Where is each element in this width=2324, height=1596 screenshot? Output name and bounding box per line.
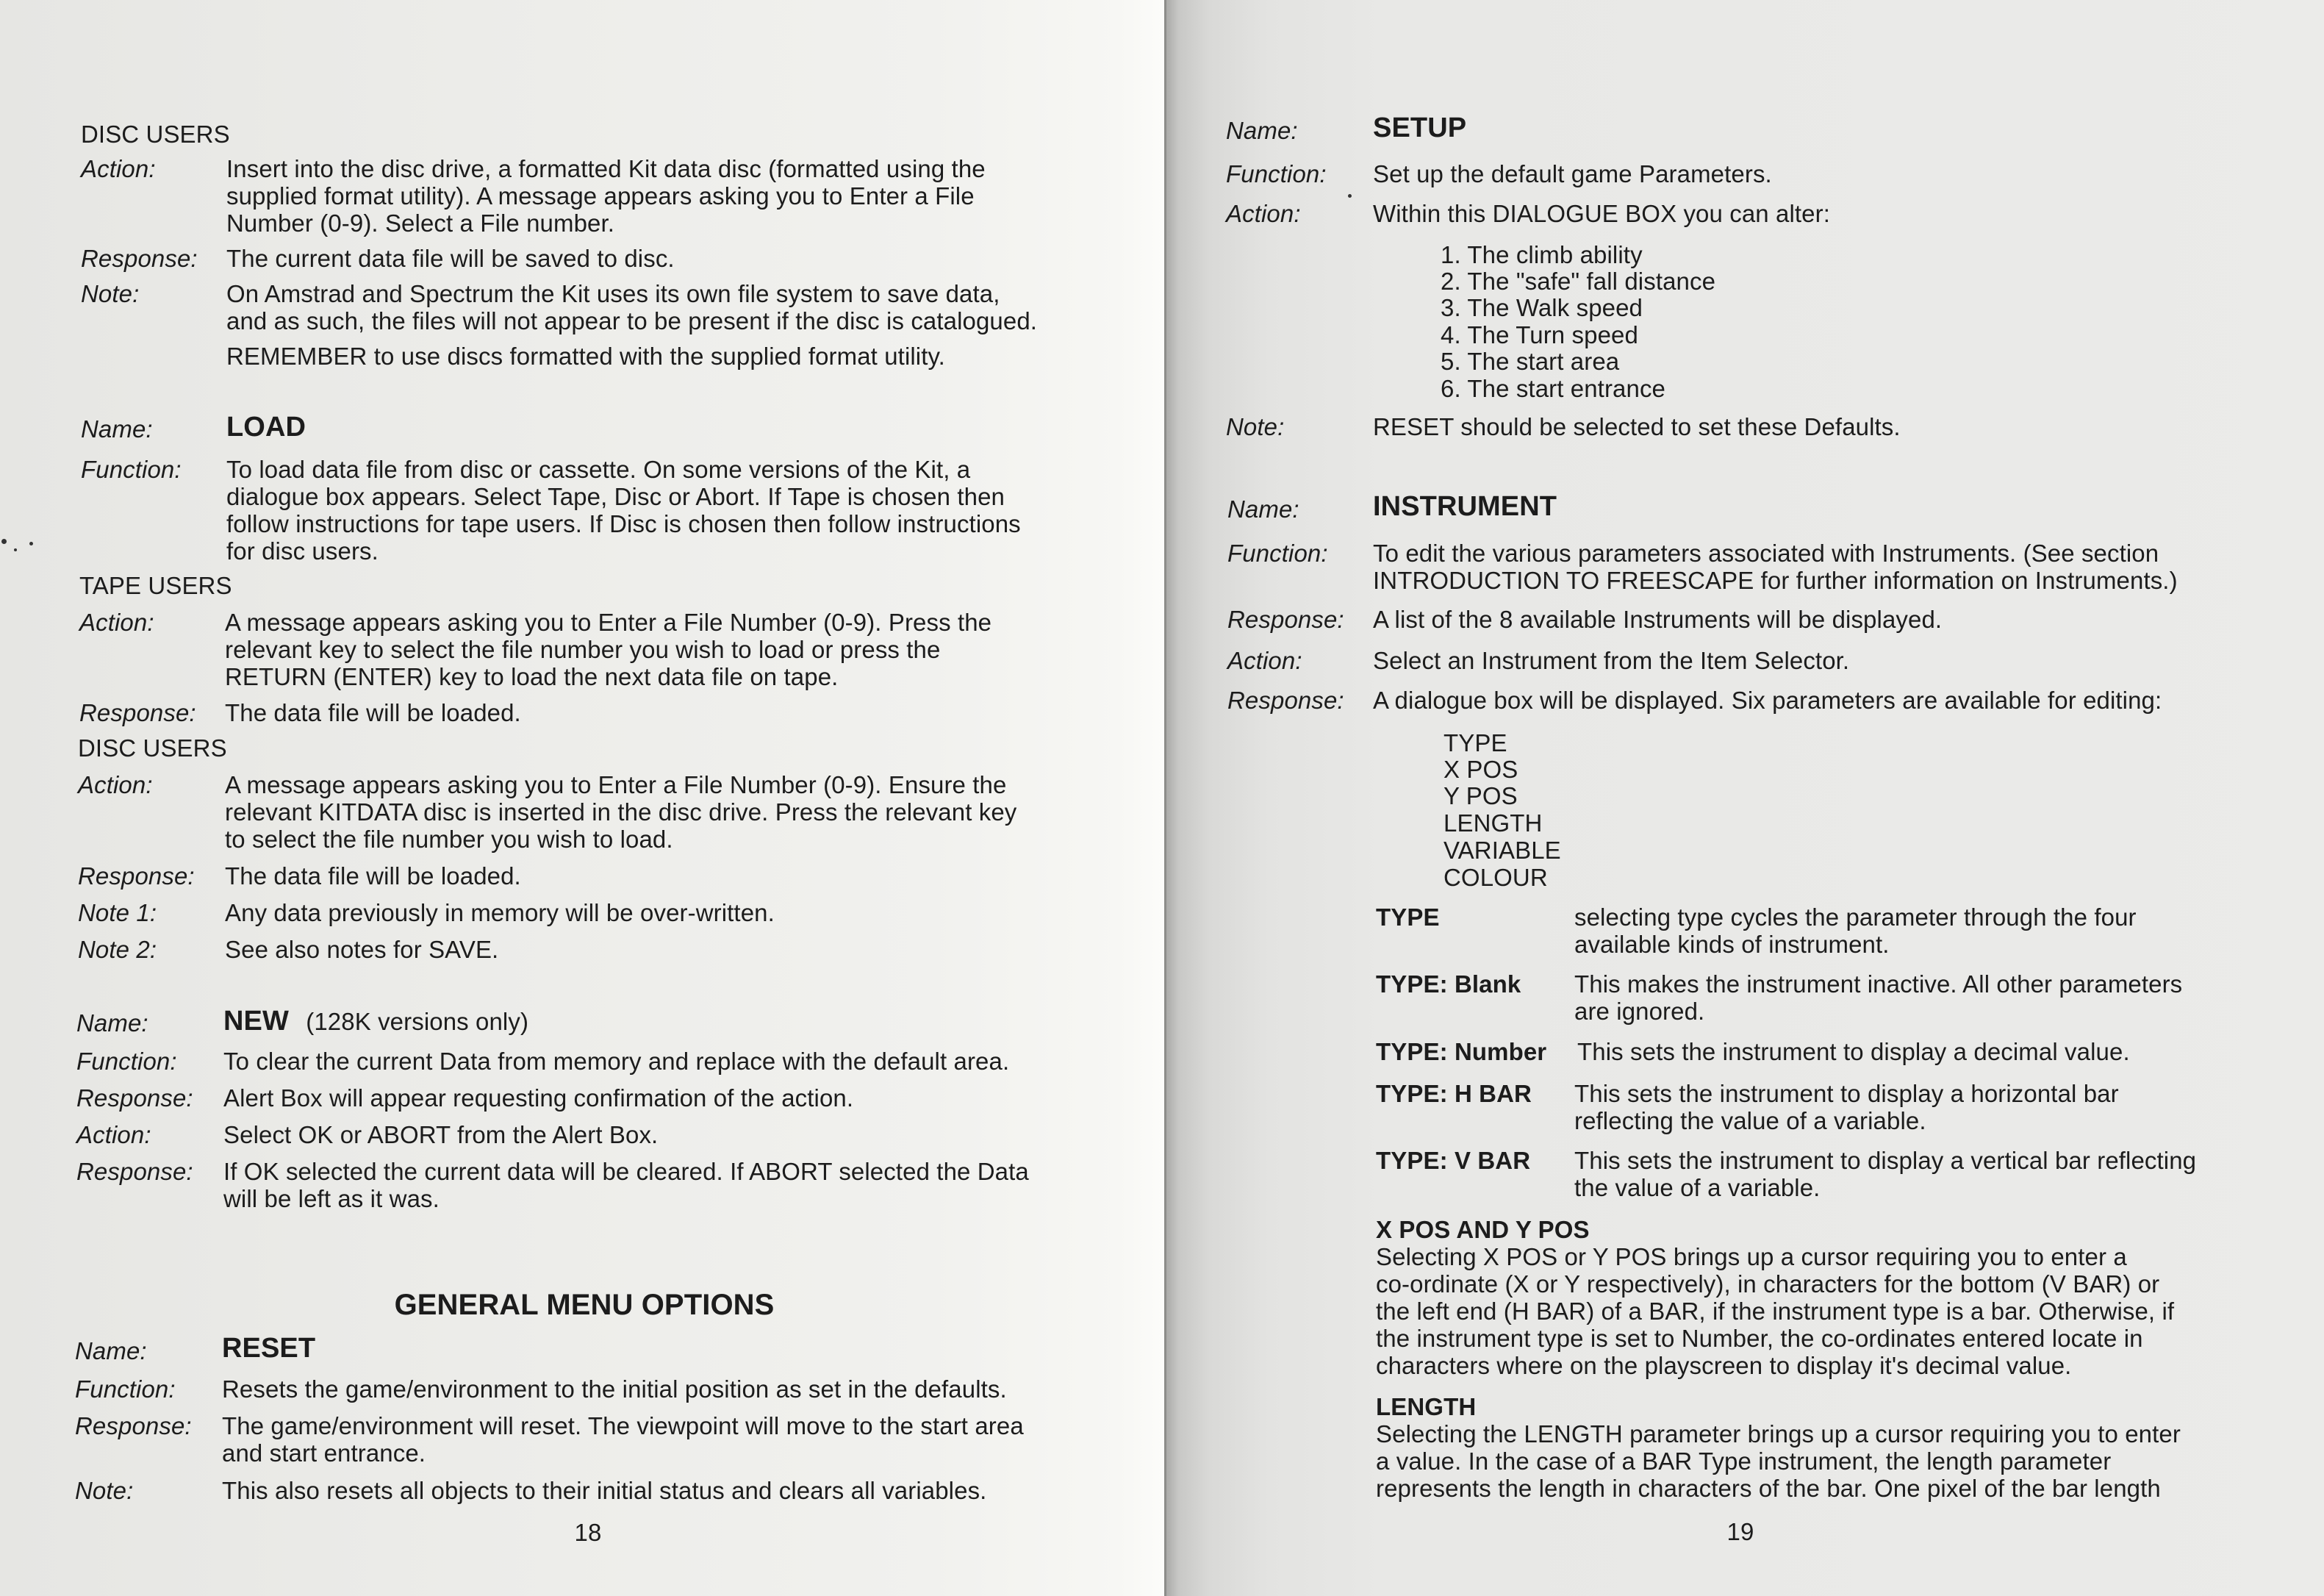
length-line: represents the length in characters of the bar. One pixel of the bar length [1376, 1475, 2161, 1502]
load-note-1: Any data previously in memory will be over-written. [225, 899, 775, 926]
reset-response-line: and start entrance. [222, 1439, 426, 1467]
print-speck [29, 542, 33, 545]
xypos-line: the left end (H BAR) of a BAR, if the instrument type is a bar. Otherwise, if [1376, 1298, 2175, 1325]
label-name: Name: [81, 415, 153, 443]
new-action: Select OK or ABORT from the Alert Box. [223, 1121, 659, 1148]
entry-name-instrument: INSTRUMENT [1373, 491, 1557, 522]
type-definition-line: available kinds of instrument. [1574, 931, 1890, 958]
type-definition-line: selecting type cycles the parameter through the four [1574, 903, 2137, 931]
type-term: TYPE: Number [1376, 1038, 1547, 1065]
subheading-length: LENGTH [1376, 1393, 1477, 1420]
instrument-response2: A dialogue box will be displayed. Six parameters are available for editing: [1373, 687, 2162, 714]
label-action: Action: [1227, 647, 1302, 674]
section-heading-disc-users: DISC USERS [81, 121, 230, 148]
label-note: Note: [1226, 413, 1285, 440]
label-action: Action: [76, 1121, 151, 1148]
xypos-line: the instrument type is set to Number, the co-ordinates entered locate in [1376, 1325, 2143, 1352]
instrument-parameter: TYPE [1443, 729, 1507, 756]
load-function-line: To load data file from disc or cassette. On some versions of the Kit, a [226, 456, 971, 483]
type-definition-line: the value of a variable. [1574, 1174, 1821, 1201]
tape-response: The data file will be loaded. [225, 699, 521, 726]
subheading-xpos-ypos: X POS AND Y POS [1376, 1216, 1590, 1243]
type-definition-line: are ignored. [1574, 998, 1705, 1025]
reset-response-line: The game/environment will reset. The viewpoint will move to the start area [222, 1412, 1024, 1439]
section-heading-tape-users: TAPE USERS [79, 572, 232, 599]
print-speck [14, 548, 17, 551]
label-function: Function: [81, 456, 182, 483]
load-function-line: follow instructions for tape users. If Disc is chosen then follow instructions [226, 510, 1021, 537]
instrument-function-line: INTRODUCTION TO FREESCAPE for further information on Instruments.) [1373, 567, 2178, 594]
entry-name-setup: SETUP [1373, 112, 1467, 143]
label-response: Response: [1227, 687, 1344, 714]
disc-action-line: to select the file number you wish to load. [225, 826, 673, 853]
setup-option: 5. The start area [1441, 348, 1620, 375]
label-name: Name: [1227, 495, 1299, 523]
save-response: The current data file will be saved to disc. [226, 245, 675, 272]
label-response: Response: [78, 862, 195, 890]
save-note-line: On Amstrad and Spectrum the Kit uses its own file system to save data, [226, 280, 1000, 307]
label-function: Function: [1226, 160, 1327, 187]
new-response2-line: If OK selected the current data will be cleared. If ABORT selected the Data [223, 1158, 1029, 1185]
page-number: 18 [574, 1519, 602, 1546]
reset-function: Resets the game/environment to the initial position as set in the defaults. [222, 1375, 1007, 1403]
label-action: Action: [1226, 200, 1301, 227]
label-action: Action: [79, 609, 154, 636]
label-name: Name: [1226, 117, 1298, 144]
instrument-parameter: VARIABLE [1443, 837, 1561, 864]
tape-action-line: A message appears asking you to Enter a File Number (0-9). Press the [225, 609, 992, 636]
save-action-line: supplied format utility). A message appears asking you to Enter a File [226, 182, 975, 210]
save-action-line: Insert into the disc drive, a formatted Kit data disc (formatted using the [226, 155, 986, 182]
print-speck [1348, 194, 1352, 198]
label-response: Response: [1227, 606, 1344, 633]
instrument-parameter: COLOUR [1443, 864, 1548, 891]
xypos-line: Selecting X POS or Y POS brings up a cursor requiring you to enter a [1376, 1243, 2127, 1270]
setup-option: 2. The "safe" fall distance [1441, 268, 1716, 295]
setup-option: 6. The start entrance [1441, 375, 1665, 402]
label-function: Function: [75, 1375, 176, 1403]
length-line: a value. In the case of a BAR Type instrument, the length parameter [1376, 1448, 2112, 1475]
page-number: 19 [1726, 1518, 1754, 1545]
instrument-response: A list of the 8 available Instruments will be displayed. [1373, 606, 1943, 633]
entry-name-new-suffix: (128K versions only) [306, 1008, 529, 1035]
disc-action-line: A message appears asking you to Enter a File Number (0-9). Ensure the [225, 771, 1007, 798]
label-note: Note: [81, 280, 140, 307]
new-function: To clear the current Data from memory and replace with the default area. [223, 1048, 1010, 1075]
setup-note: RESET should be selected to set these Defaults. [1373, 413, 1901, 440]
label-response: Response: [76, 1084, 193, 1112]
entry-name-reset: RESET [222, 1333, 316, 1364]
length-line: Selecting the LENGTH parameter brings up a cursor requiring you to enter [1376, 1420, 2181, 1448]
label-note-1: Note 1: [78, 899, 157, 926]
load-function-line: for disc users. [226, 537, 379, 565]
label-response: Response: [79, 699, 196, 726]
label-note: Note: [75, 1477, 134, 1504]
load-note-2: See also notes for SAVE. [225, 936, 499, 963]
tape-action-line: relevant key to select the file number you wish to load or press the [225, 636, 941, 663]
setup-option: 1. The climb ability [1441, 241, 1643, 268]
entry-name-new-row [223, 1008, 528, 1035]
section-heading-disc-users: DISC USERS [78, 734, 227, 762]
type-definition-line: This makes the instrument inactive. All other parameters [1574, 970, 2183, 998]
instrument-function-line: To edit the various parameters associated with Instruments. (See section [1373, 540, 2159, 567]
type-definition-line: This sets the instrument to display a decimal value. [1577, 1038, 2130, 1065]
setup-option: 3. The Walk speed [1441, 294, 1643, 321]
type-term: TYPE [1376, 903, 1440, 931]
disc-response: The data file will be loaded. [225, 862, 521, 890]
label-function: Function: [76, 1048, 177, 1075]
type-term: TYPE: H BAR [1376, 1080, 1532, 1107]
print-speck [1, 539, 7, 544]
section-title-general-menu-options: GENERAL MENU OPTIONS [394, 1289, 775, 1321]
label-name: Name: [76, 1009, 148, 1037]
type-definition-line: This sets the instrument to display a vertical bar reflecting [1574, 1147, 2197, 1174]
type-term: TYPE: V BAR [1376, 1147, 1531, 1174]
label-action: Action: [81, 155, 156, 182]
label-note-2: Note 2: [78, 936, 157, 963]
entry-name-new: NEW [223, 1006, 289, 1037]
label-action: Action: [78, 771, 153, 798]
label-name: Name: [75, 1337, 147, 1364]
label-response: Response: [81, 245, 198, 272]
xypos-line: co-ordinate (X or Y respectively), in characters for the bottom (V BAR) or [1376, 1270, 2160, 1298]
entry-name-load: LOAD [226, 412, 306, 443]
label-response: Response: [75, 1412, 192, 1439]
instrument-parameter: LENGTH [1443, 809, 1543, 837]
book-spine [1164, 0, 1166, 1596]
type-definition-line: reflecting the value of a variable. [1574, 1107, 1926, 1134]
label-response: Response: [76, 1158, 193, 1185]
new-response: Alert Box will appear requesting confirmation of the action. [223, 1084, 854, 1112]
new-response2-line: will be left as it was. [223, 1185, 440, 1212]
load-function-line: dialogue box appears. Select Tape, Disc or Abort. If Tape is chosen then [226, 483, 1005, 510]
disc-action-line: relevant KITDATA disc is inserted in the disc drive. Press the relevant key [225, 798, 1017, 826]
instrument-parameter: Y POS [1443, 782, 1518, 809]
type-definition-line: This sets the instrument to display a horizontal bar [1574, 1080, 2119, 1107]
save-remember: REMEMBER to use discs formatted with the supplied format utility. [226, 343, 945, 370]
label-function: Function: [1227, 540, 1328, 567]
setup-option: 4. The Turn speed [1441, 321, 1638, 348]
instrument-action: Select an Instrument from the Item Selector. [1373, 647, 1850, 674]
instrument-parameter: X POS [1443, 756, 1518, 783]
setup-action: Within this DIALOGUE BOX you can alter: [1373, 200, 1830, 227]
xypos-line: characters where on the playscreen to display it's decimal value. [1376, 1352, 2072, 1379]
save-note-line: and as such, the files will not appear to be present if the disc is catalogued. [226, 307, 1038, 334]
type-term: TYPE: Blank [1376, 970, 1521, 998]
save-action-line: Number (0-9). Select a File number. [226, 210, 615, 237]
setup-function: Set up the default game Parameters. [1373, 160, 1772, 187]
reset-note: This also resets all objects to their initial status and clears all variables. [222, 1477, 987, 1504]
tape-action-line: RETURN (ENTER) key to load the next data file on tape. [225, 663, 839, 690]
